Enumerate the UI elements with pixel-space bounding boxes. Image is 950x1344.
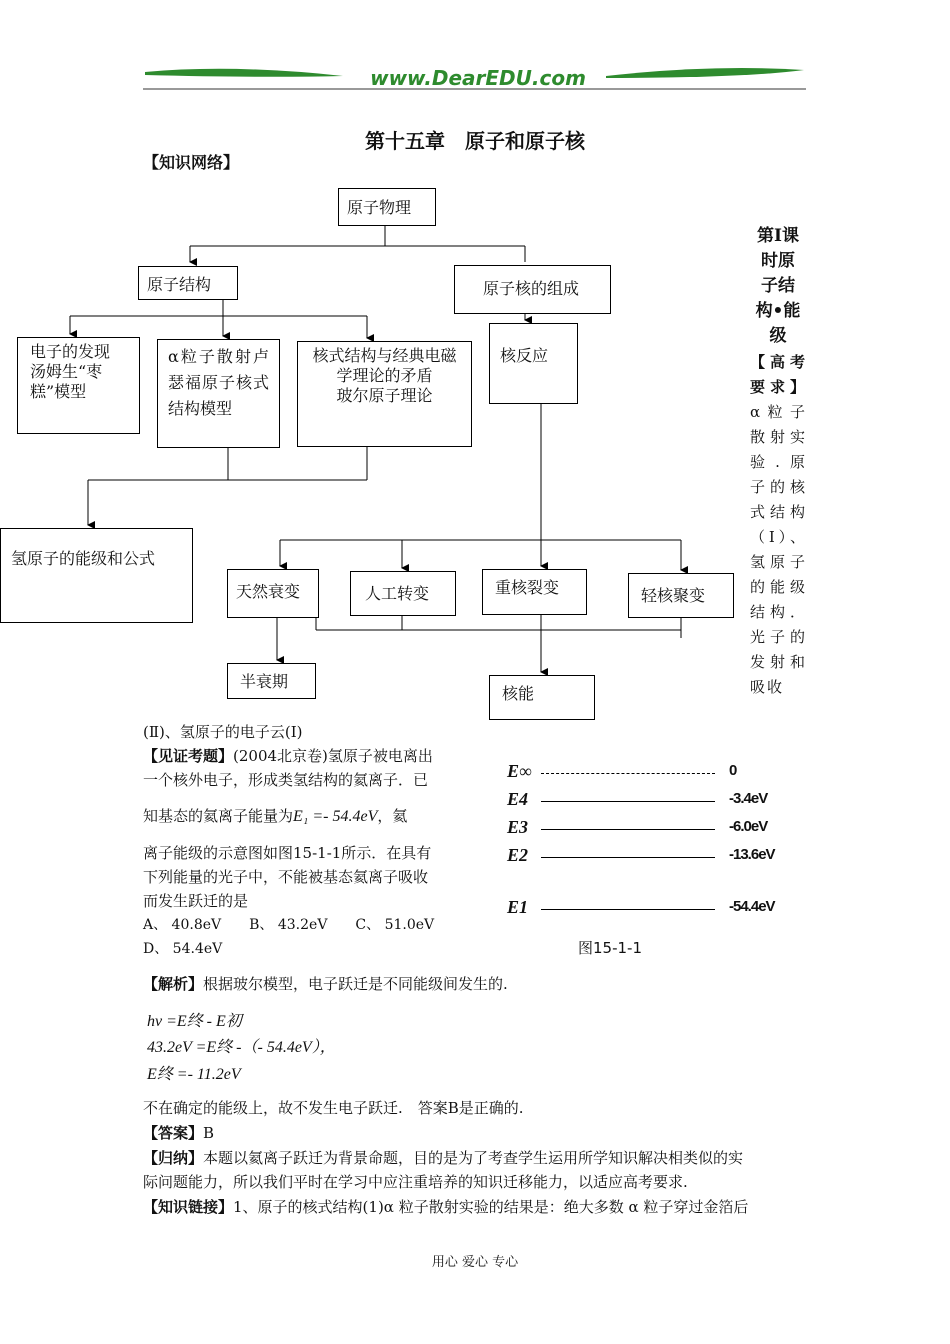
energy-level-row bbox=[505, 845, 805, 869]
energy-level-value: -6.0eV bbox=[729, 818, 768, 835]
exam-line-4: 离子能级的示意图如图15-1-1所示．在具有 bbox=[143, 844, 432, 862]
node-label: 核反应 bbox=[500, 346, 549, 365]
requirements-label: 【高考要求】 bbox=[750, 353, 807, 396]
analysis-conclusion: 不在确定的能级上，故不发生电子跃迁. 答案B是正确的. bbox=[143, 1099, 524, 1117]
energy-level-row bbox=[505, 817, 805, 841]
energy-level-diagram bbox=[505, 757, 805, 927]
node-label: 轻核聚变 bbox=[641, 586, 706, 605]
summary-line-1 bbox=[143, 1146, 813, 1170]
exam-options-2: D、 54.4eV bbox=[143, 941, 223, 957]
node-label: 天然衰变 bbox=[236, 582, 301, 601]
exam-line-2: 一个核外电子，形成类氢结构的氦离子．已 bbox=[143, 771, 429, 789]
energy-level-line bbox=[541, 801, 715, 802]
energy-level-row bbox=[505, 789, 805, 813]
lesson-title: 第Ⅰ课时原子结构•能级 bbox=[755, 226, 801, 346]
energy-level-label: E2 bbox=[507, 845, 529, 865]
exam-options-1: A、 40.8eV B、 43.2eV C、 51.0eV bbox=[143, 917, 435, 933]
energy-level-label: E3 bbox=[507, 817, 529, 837]
node-label: 人工转变 bbox=[365, 584, 430, 603]
requirements-continued: (Ⅱ)、氢原子的电子云(Ⅰ) bbox=[143, 723, 303, 741]
energy-level-value: -13.6eV bbox=[729, 846, 775, 863]
summary-block bbox=[143, 1146, 813, 1194]
node-label: α粒子散射卢瑟福原子核式结构模型 bbox=[168, 347, 269, 418]
answer-value: B bbox=[203, 1124, 215, 1142]
exam-line-5: 下列能量的光子中，不能被基态氦离子吸收 bbox=[143, 868, 429, 886]
summary-text: 本题以氦离子跃迁为背景命题，目的是为了考查学生运用所学知识解决相类似的实 bbox=[203, 1149, 744, 1167]
equation-2: 43.2eV =E终 -（- 54.4eV）， bbox=[147, 1039, 336, 1056]
energy-level-row bbox=[505, 897, 805, 921]
exam-text: (2004北京卷)氢原子被电离出 bbox=[233, 747, 433, 765]
requirements-block bbox=[750, 350, 807, 700]
energy-level-line bbox=[541, 857, 715, 858]
analysis-line bbox=[143, 972, 813, 996]
energy-level-value: 0 bbox=[729, 762, 737, 779]
summary-label: 【归纳】 bbox=[143, 1149, 204, 1167]
link-label: 【知识链接】 bbox=[143, 1198, 234, 1216]
node-label: 重核裂变 bbox=[495, 578, 560, 597]
node-label: 半衰期 bbox=[240, 672, 289, 691]
exam-text: ，氦 bbox=[377, 807, 408, 825]
energy-level-line bbox=[541, 829, 715, 830]
link-line bbox=[143, 1195, 823, 1219]
summary-line-2: 际问题能力，所以我们平时在学习中应注重培养的知识迁移能力，以适应高考要求. bbox=[143, 1173, 688, 1191]
analysis-label: 【解析】 bbox=[143, 975, 204, 993]
energy-level-label: E1 bbox=[507, 897, 529, 917]
site-logo: www.DearEDU.com bbox=[370, 66, 586, 90]
exam-question bbox=[143, 744, 483, 961]
exam-line-1 bbox=[143, 744, 483, 768]
requirements-text: α粒子散射实验.原子的核式结构（Ⅰ）、氢原子的能级结构．光子的发射和吸收 bbox=[750, 403, 807, 696]
figure-caption: 图15-1-1 bbox=[578, 939, 642, 957]
energy-level-value: -54.4eV bbox=[729, 898, 775, 915]
energy-formula: E₁ =- 54.4eV bbox=[293, 808, 378, 825]
exam-label: 【见证考题】 bbox=[143, 747, 234, 765]
energy-level-value: -3.4eV bbox=[729, 790, 768, 807]
equation-3: E终 =- 11.2eV bbox=[147, 1066, 241, 1083]
energy-level-line bbox=[541, 909, 715, 910]
exam-line-6: 而发生跃迁的是 bbox=[143, 892, 249, 910]
energy-level-line bbox=[541, 773, 715, 774]
node-label: 核式结构与经典电磁学理论的矛盾 玻尔原子理论 bbox=[312, 346, 457, 405]
link-text: 1、原子的核式结构(1)α 粒子散射实验的结果是：绝大多数 α 粒子穿过金箔后 bbox=[233, 1198, 749, 1216]
node-label: 氢原子的能级和公式 bbox=[11, 549, 156, 568]
node-label: 原子核的组成 bbox=[483, 279, 580, 298]
page-footer: 用心 爱心 专心 bbox=[431, 1255, 519, 1270]
exam-line-3 bbox=[143, 804, 483, 829]
section-label: 【知识网络】 bbox=[143, 153, 240, 172]
node-label: 原子结构 bbox=[147, 275, 212, 294]
exam-text: 知基态的氦离子能量为 bbox=[143, 807, 294, 825]
node-label: 原子物理 bbox=[347, 198, 412, 217]
energy-level-label: E∞ bbox=[507, 761, 532, 781]
node-label: 核能 bbox=[502, 684, 535, 703]
analysis-block bbox=[143, 972, 813, 996]
energy-level-row bbox=[505, 761, 805, 785]
answer-line bbox=[143, 1121, 214, 1145]
analysis-text: 根据玻尔模型，电子跃迁是不同能级间发生的. bbox=[203, 975, 508, 993]
energy-level-label: E4 bbox=[507, 789, 529, 809]
page-title: 第十五章 原子和原子核 bbox=[365, 129, 585, 153]
answer-label: 【答案】 bbox=[143, 1124, 204, 1142]
node-label: 电子的发现 汤姆生“枣糕”模型 bbox=[30, 342, 111, 401]
equation-1: hν =E终 - E初 bbox=[147, 1013, 242, 1030]
